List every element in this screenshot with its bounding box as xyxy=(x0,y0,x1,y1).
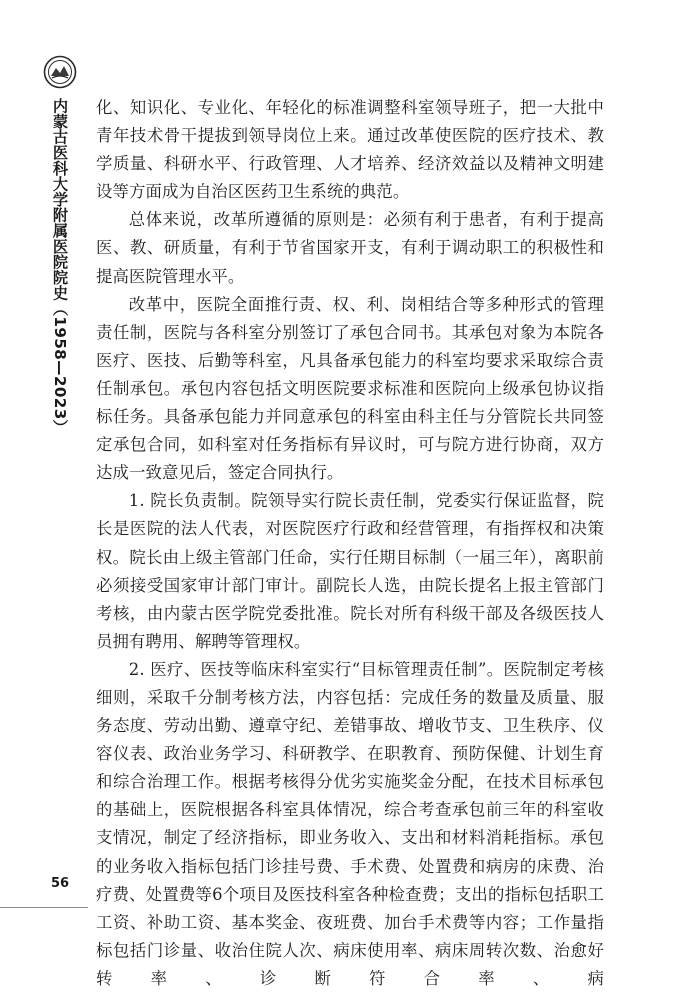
university-emblem-icon xyxy=(43,55,77,89)
body-text xyxy=(96,94,604,993)
page-number-rule xyxy=(0,907,88,908)
paragraph-continuation: 化、知识化、专业化、年轻化的标准调整科室领导班子，把一大批中青年技术骨干提拔到领导岗位上来。通过改革使医院的医疗技术、教学质量、科研水平、行政管理、人才培养、经济效益以及精神文明建设等方面成为自治区医药卫生系统的典范。 xyxy=(96,98,604,202)
running-header-title: 内蒙古医科大学附属医院院史（1958—2023） xyxy=(51,98,69,436)
paragraph-principles: 总体来说，改革所遵循的原则是：必须有利于患者，有利于提高医、教、研质量，有利于节省国家开支，有利于调动职工的积极性和提高医院管理水平。 xyxy=(96,210,604,286)
paragraph-president-responsibility: 1. 院长负责制。院领导实行院长责任制，党委实行保证监督，院长是医院的法人代表，对医院医疗行政和经营管理，有指挥权和决策权。院长由上级主管部门任命，实行任期目标制（一届三年），离职前必须接受国家审计部门审计。副院长人选，由院长提名上报主管部门考核，由内蒙古医学院党委批准。院长对所有科级干部及各级医技人员拥有聘用、解聘等管理权。 xyxy=(96,491,604,651)
paragraph-target-management: 2. 医疗、医技等临床科室实行“目标管理责任制”。医院制定考核细则，采取千分制考核方法，内容包括：完成任务的数量及质量、服务态度、劳动出勤、遵章守纪、差错事故、增收节支、卫生秩序、仪容仪表、政治业务学习、科研教学、在职教育、预防保健、计划生育和综合治理工作。根据考核得分优劣实施奖金分配，在技术目标承包的基础上，医院根据各科室具体情况，综合考查承包前三年的科室收支情况，制定了经济指标，即业务收入、支出和材料消耗指标。承包的业务收入指标包括门诊挂号费、手术费、处置费和病房的床费、治疗费、处置费等6个项目及医技科室各种检查费；支出的指标包括职工工资、补助工资、基本奖金、夜班费、加台手术费等内容；工作量指标包括门诊量、收治住院人次、病床使用率、病床周转次数、治愈好转率、诊断符合率、病 xyxy=(96,659,604,988)
page-number: 56 xyxy=(50,876,70,891)
paragraph-responsibility-system: 改革中，医院全面推行责、权、利、岗相结合等多种形式的管理责任制，医院与各科室分别签订了承包合同书。其承包对象为本院各医疗、医技、后勤等科室，凡具备承包能力的科室均要求采取综合责任制承包。承包内容包括文明医院要求标准和医院向上级承包协议指标任务。具备承包能力并同意承包的科室由科主任与分管院长共同签定承包合同，如科室对任务指标有异议时，可与院方进行协商，双方达成一致意见后，签定合同执行。 xyxy=(96,294,604,483)
